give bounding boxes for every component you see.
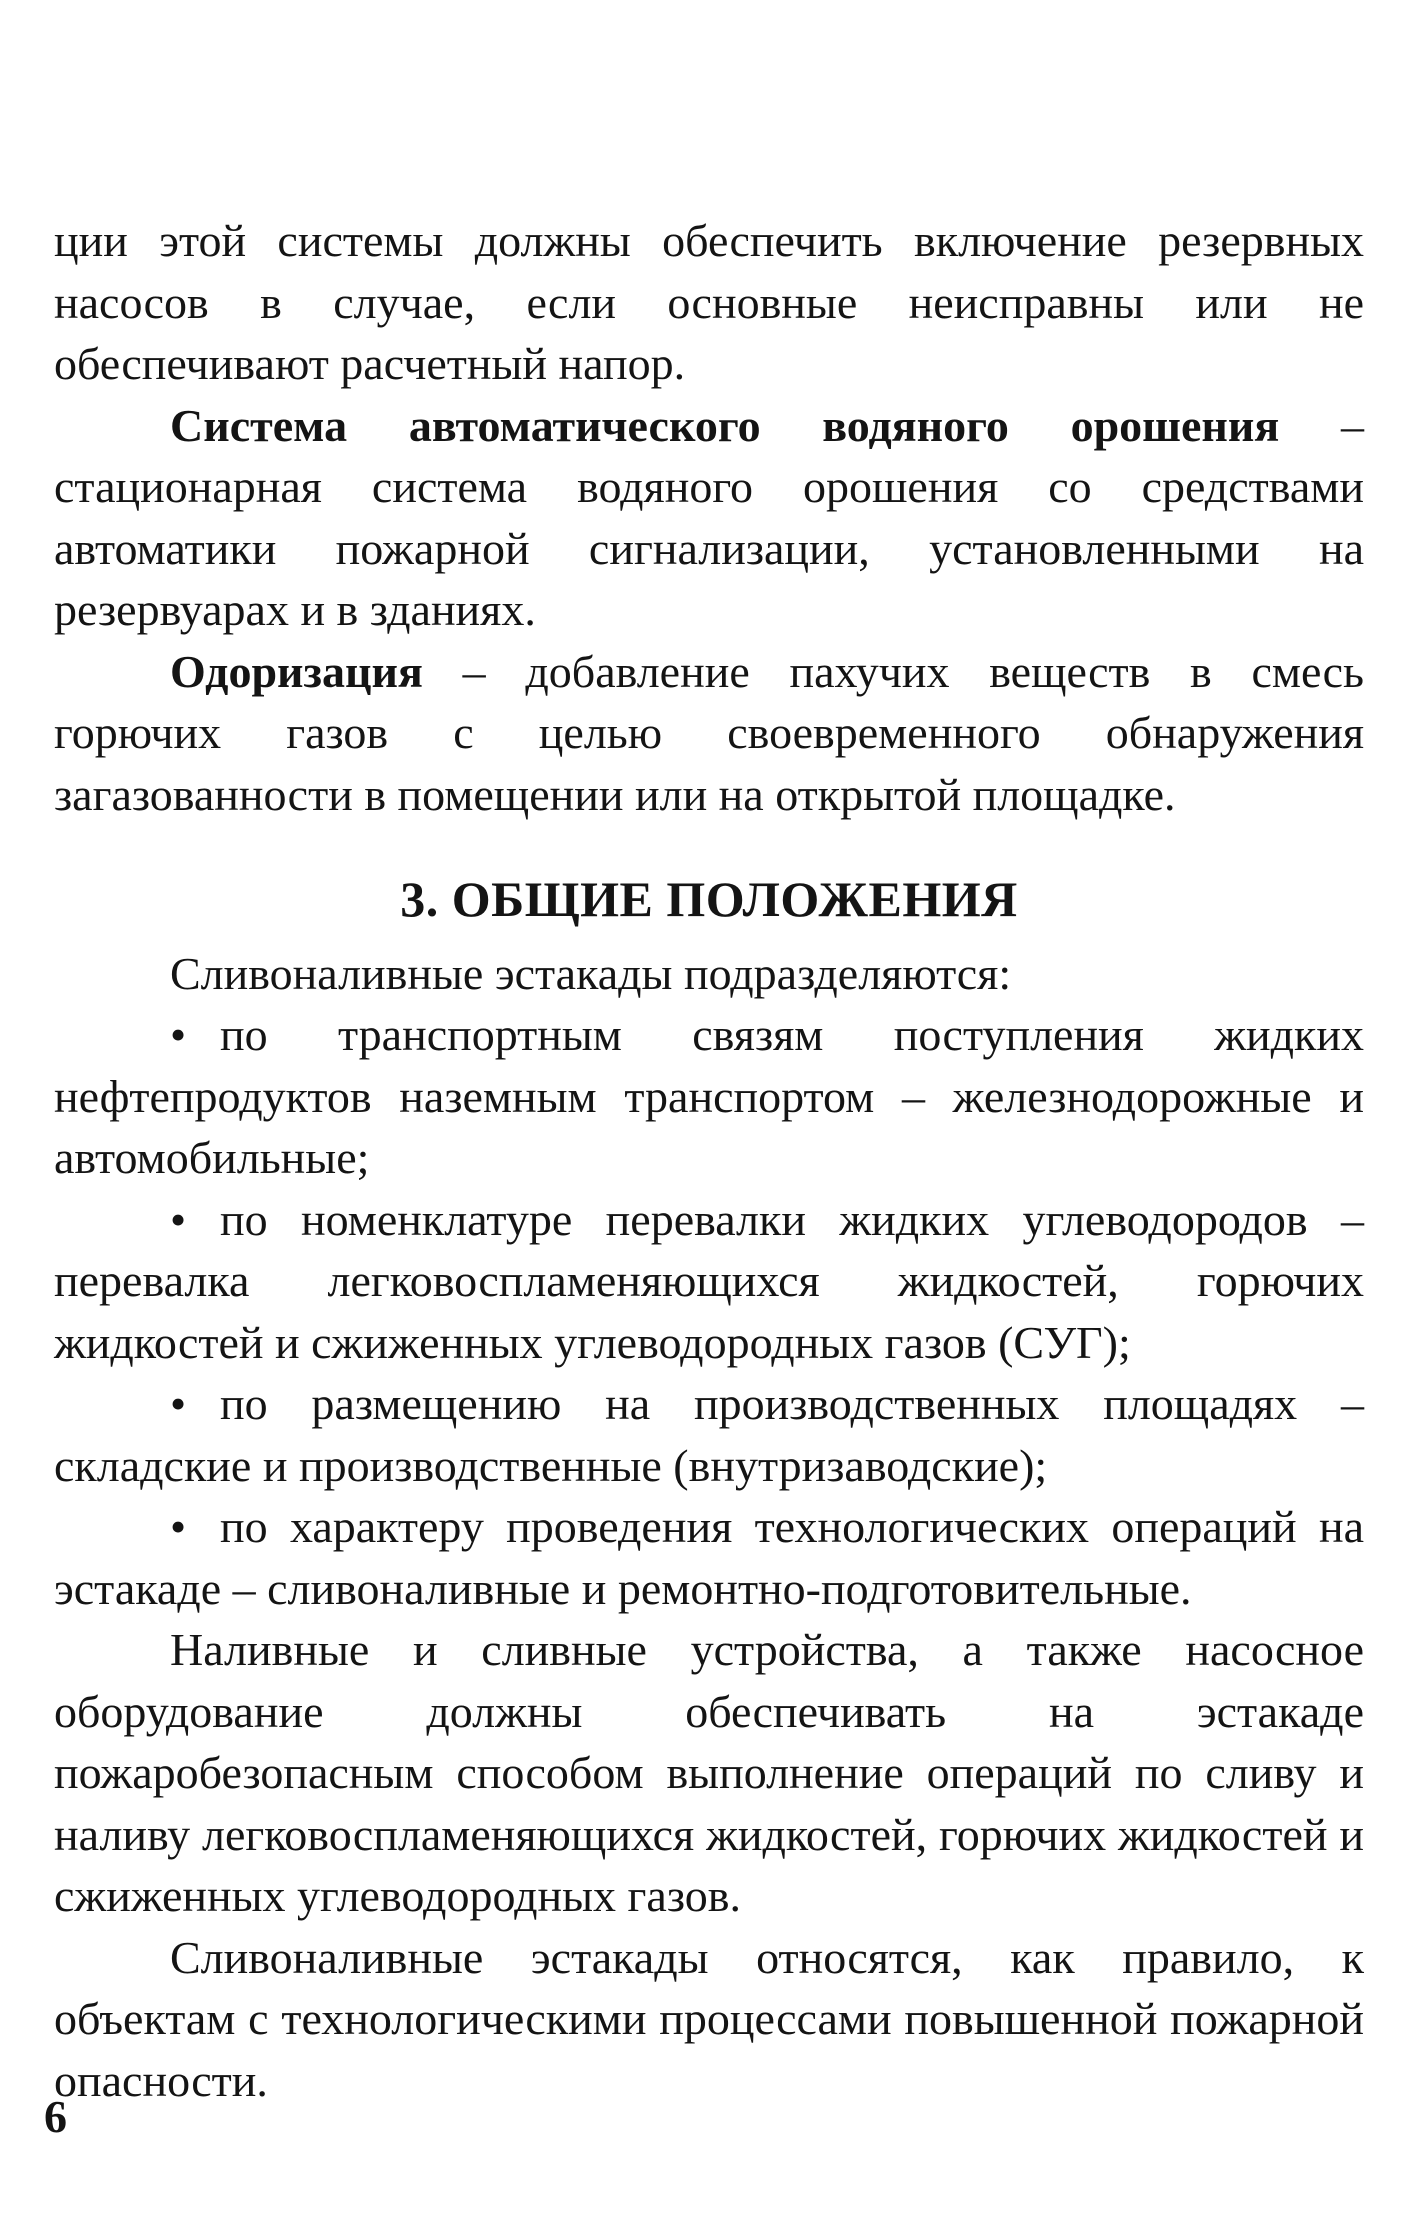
term-odorization: Одоризация (170, 645, 423, 697)
term-water-irrigation-system: Система автоматического водяного орошения (170, 399, 1280, 451)
definition-water-irrigation-text: – стационарная система водяного орошения со средствами автоматики пожарной сигнализации, установленными на резервуарах и в зданиях. (54, 399, 1364, 635)
paragraph-continuation: ции этой системы должны обеспечить включение резервных насосов в случае, если основные неисправны или не обеспечивают расчетный напор. (54, 215, 1364, 389)
bullet-item-text: по транспортным связям поступления жидких нефтепродуктов наземным транспортом – железнодорожные и автомобильные; (54, 1009, 1364, 1183)
section-intro: Сливоналивные эстакады подразделяются: (170, 947, 1012, 999)
bullet-item-2 (54, 1189, 1364, 1374)
definition-odorization-text: – добавление пахучих веществ в смесь горючих газов с целью своевременного обнаружения загазованности в помещении или на открытой площадке. (54, 645, 1364, 820)
bullet-item-text: по размещению на производственных площадях – складские и производственные (внутризаводские); (54, 1378, 1364, 1491)
bullet-item-4 (54, 1496, 1364, 1619)
bullet-item-1 (54, 1004, 1364, 1189)
page-number: 6 (44, 2091, 67, 2142)
section-heading: 3. ОБЩИЕ ПОЛОЖЕНИЯ (400, 871, 1018, 927)
paragraph-definition-odorization (54, 641, 1364, 826)
paragraph-definition-water-irrigation (54, 395, 1364, 641)
bullet-dot-icon: • (170, 1501, 187, 1552)
bullet-item-text: по номенклатуре перевалки жидких углеводородов – перевалка легковоспламеняющихся жидкостей, горючих жидкостей и сжиженных углеводородных газов (СУГ); (54, 1193, 1364, 1368)
bullet-dot-icon: • (170, 1193, 187, 1245)
paragraph-equipment: Наливные и сливные устройства, а также насосное оборудование должны обеспечивать на эстакаде пожаробезопасным способом выполнение операций по сливу и наливу легковоспламеняющихся жидкостей, горючих жидкостей и сжиженных углеводородных газов. (54, 1624, 1364, 1921)
bullet-item-3 (54, 1373, 1364, 1496)
bullet-dot-icon: • (170, 1009, 187, 1060)
bullet-dot-icon: • (170, 1378, 187, 1429)
page-body (54, 210, 1364, 2111)
paragraph-hazard-class: Сливоналивные эстакады относятся, как правило, к объектам с технологическими процессами повышенной пожарной опасности. (54, 1931, 1364, 2106)
bullet-item-text: по характеру проведения технологических операций на эстакаде – сливоналивные и ремонтно-подготовительные. (54, 1501, 1364, 1614)
